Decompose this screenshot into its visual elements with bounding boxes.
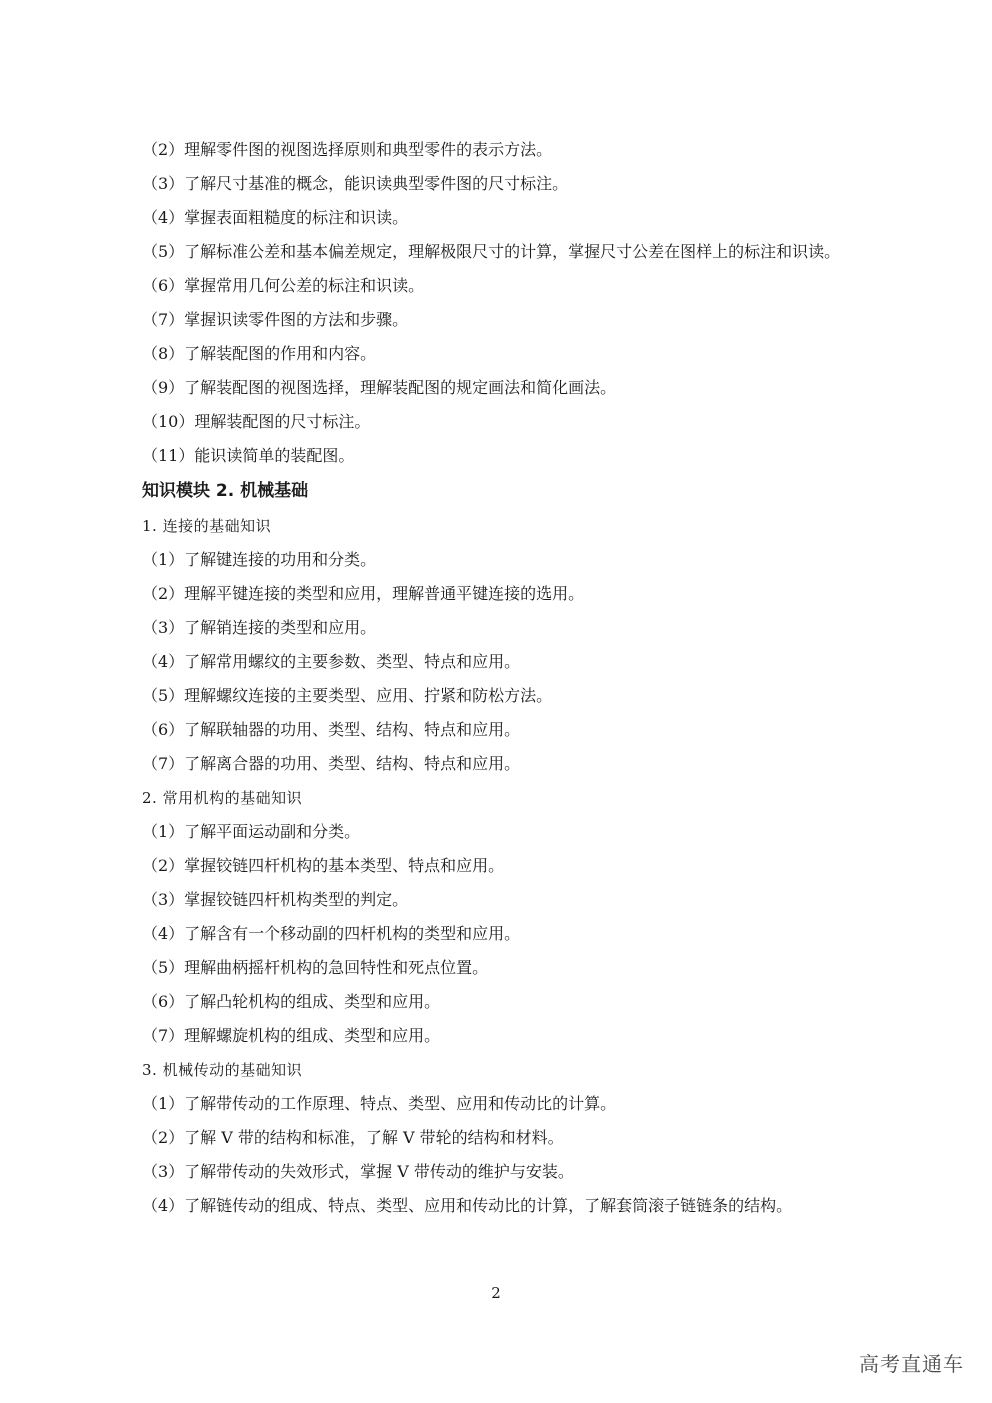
list-item: （4）掌握表面粗糙度的标注和识读。 [142,208,409,227]
list-item: （7）了解离合器的功用、类型、结构、特点和应用。 [142,754,521,773]
list-item: （4）了解含有一个移动副的四杆机构的类型和应用。 [142,924,521,943]
section-heading: 3. 机械传动的基础知识 [142,1061,303,1079]
list-item: （10）理解装配图的尺寸标注。 [142,412,371,431]
list-item: （8）了解装配图的作用和内容。 [142,344,377,363]
list-item: （1）了解带传动的工作原理、特点、类型、应用和传动比的计算。 [142,1094,617,1113]
list-item: （2）了解 V 带的结构和标准，了解 V 带轮的结构和材料。 [142,1128,564,1147]
list-item: （6）了解联轴器的功用、类型、结构、特点和应用。 [142,720,521,739]
list-item: （3）了解带传动的失效形式，掌握 V 带传动的维护与安装。 [142,1162,574,1181]
list-item: （2）理解零件图的视图选择原则和典型零件的表示方法。 [142,140,553,159]
list-item: （1）了解键连接的功用和分类。 [142,550,377,569]
watermark: 高考直通车 [859,1352,964,1376]
list-item: （6）掌握常用几何公差的标注和识读。 [142,276,425,295]
section-heading: 2. 常用机构的基础知识 [142,789,303,807]
page-number: 2 [491,1284,501,1302]
list-item: （11）能识读简单的装配图。 [142,446,355,465]
list-item: （3）了解销连接的类型和应用。 [142,618,377,637]
section-heading: 1. 连接的基础知识 [142,517,272,535]
module-heading: 知识模块 2. 机械基础 [142,481,309,501]
list-item: （5）了解标准公差和基本偏差规定，理解极限尺寸的计算，掌握尺寸公差在图样上的标注和识读。 [142,242,841,261]
list-item: （6）了解凸轮机构的组成、类型和应用。 [142,992,441,1011]
list-item: （4）了解常用螺纹的主要参数、类型、特点和应用。 [142,652,521,671]
list-item: （5）理解曲柄摇杆机构的急回特性和死点位置。 [142,958,489,977]
list-item: （7）掌握识读零件图的方法和步骤。 [142,310,409,329]
list-item: （3）掌握铰链四杆机构类型的判定。 [142,890,409,909]
list-item: （7）理解螺旋机构的组成、类型和应用。 [142,1026,441,1045]
page-content [142,133,862,1223]
list-item: （2）理解平键连接的类型和应用，理解普通平键连接的选用。 [142,584,585,603]
list-item: （9）了解装配图的视图选择，理解装配图的规定画法和简化画法。 [142,378,617,397]
list-item: （2）掌握铰链四杆机构的基本类型、特点和应用。 [142,856,505,875]
list-item: （4）了解链传动的组成、特点、类型、应用和传动比的计算，了解套筒滚子链链条的结构。 [142,1196,793,1215]
list-item: （5）理解螺纹连接的主要类型、应用、拧紧和防松方法。 [142,686,553,705]
list-item: （1）了解平面运动副和分类。 [142,822,361,841]
list-item: （3）了解尺寸基准的概念，能识读典型零件图的尺寸标注。 [142,174,569,193]
